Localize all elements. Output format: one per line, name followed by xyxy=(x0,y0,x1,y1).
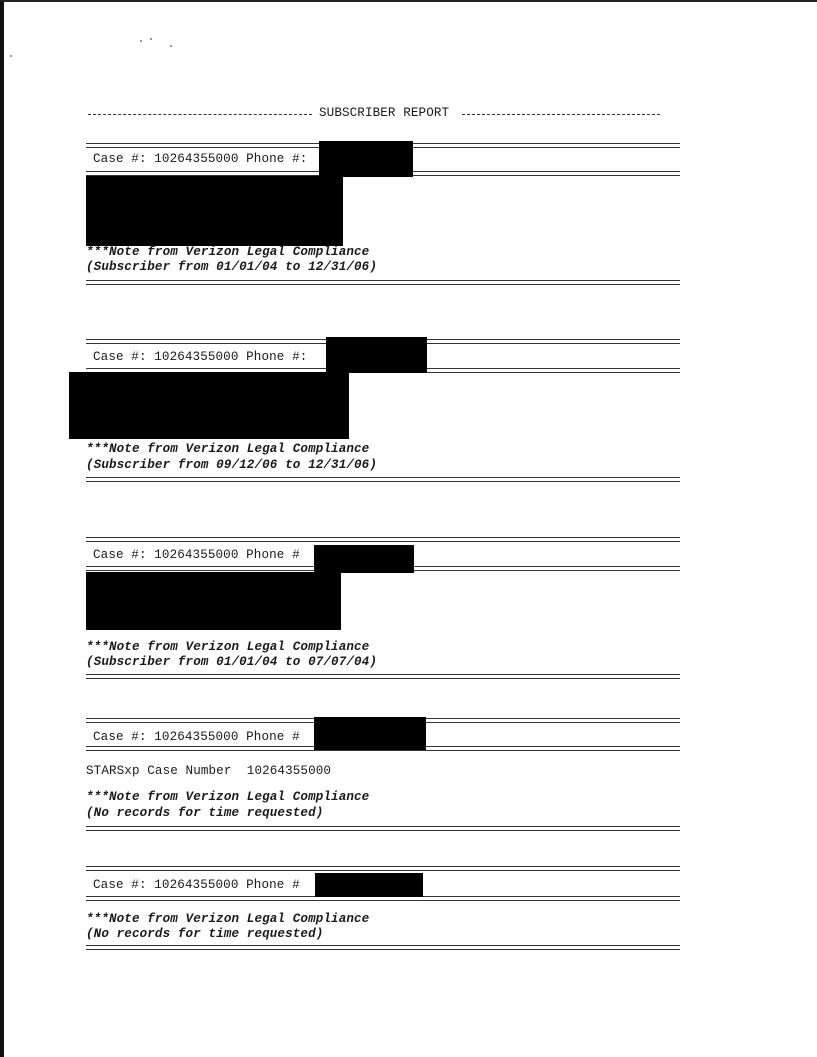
case-line: Case #: 10264355000 Phone #: xyxy=(93,152,308,166)
redaction-block xyxy=(326,337,427,373)
entry-top-rule xyxy=(86,866,680,871)
note-title: ***Note from Verizon Legal Compliance xyxy=(86,912,370,926)
entry-bottom-rule xyxy=(86,945,680,950)
scan-edge-top xyxy=(0,0,817,2)
note-detail: (No records for time requested) xyxy=(86,927,324,941)
report-title: SUBSCRIBER REPORT xyxy=(319,106,450,120)
entry-bottom-rule xyxy=(86,280,680,285)
scan-speck xyxy=(140,40,142,42)
case-line: Case #: 10264355000 Phone # xyxy=(93,548,300,562)
redaction-block xyxy=(69,372,349,439)
note-detail: (Subscriber from 01/01/04 to 12/31/06) xyxy=(86,260,377,274)
note-detail: (Subscriber from 01/01/04 to 07/07/04) xyxy=(86,655,377,669)
entry-bottom-rule xyxy=(86,477,680,482)
note-title: ***Note from Verizon Legal Compliance xyxy=(86,640,370,654)
note-detail: (Subscriber from 09/12/06 to 12/31/06) xyxy=(86,458,377,472)
scan-speck xyxy=(150,38,152,40)
scan-speck xyxy=(170,45,172,47)
scan-edge-left xyxy=(0,0,4,1057)
redaction-block xyxy=(314,545,414,573)
entry-bottom-rule xyxy=(86,674,680,679)
entry-bottom-rule xyxy=(86,826,680,831)
note-detail: (No records for time requested) xyxy=(86,806,324,820)
scan-speck xyxy=(10,55,12,57)
header-dash-left xyxy=(88,114,312,115)
header-dash-right xyxy=(462,114,660,115)
stars-case-number: STARSxp Case Number 10264355000 xyxy=(86,764,332,778)
note-title: ***Note from Verizon Legal Compliance xyxy=(86,790,370,804)
entry-top-rule xyxy=(86,537,680,542)
redaction-block xyxy=(319,141,413,177)
redaction-block xyxy=(86,176,343,246)
note-title: ***Note from Verizon Legal Compliance xyxy=(86,245,370,259)
redaction-block xyxy=(314,717,426,750)
redaction-block xyxy=(86,572,341,630)
case-line: Case #: 10264355000 Phone # xyxy=(93,730,300,744)
case-line: Case #: 10264355000 Phone # xyxy=(93,878,300,892)
case-line: Case #: 10264355000 Phone #: xyxy=(93,350,308,364)
redaction-block xyxy=(315,873,423,897)
note-title: ***Note from Verizon Legal Compliance xyxy=(86,442,370,456)
